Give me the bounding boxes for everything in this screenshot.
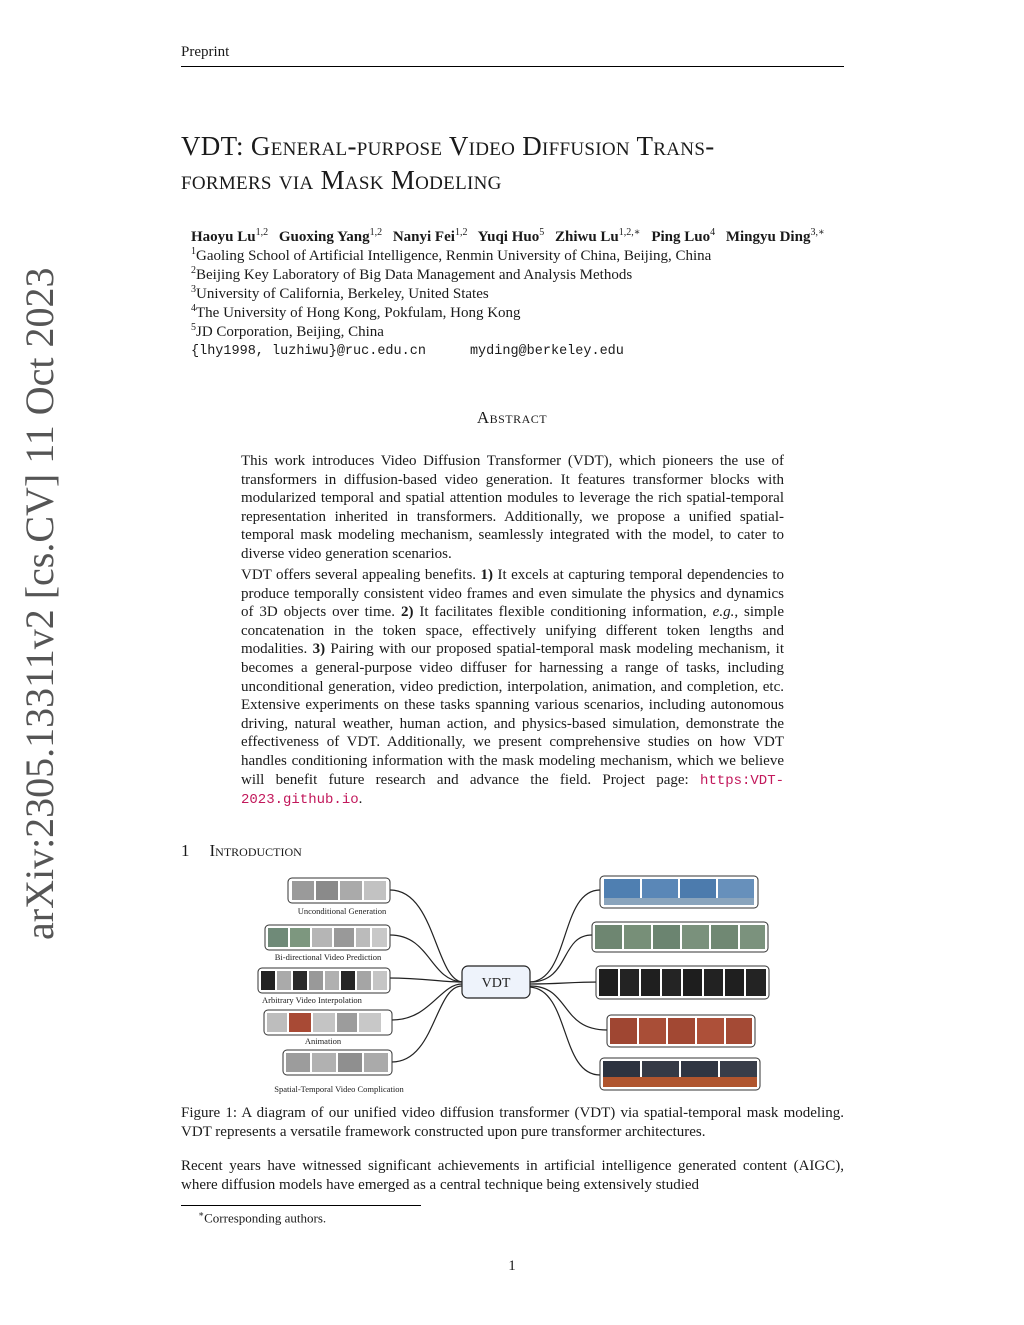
affiliation: $^1$Gaoling School of Artificial Intelligence, Renmin University of China, Beijing, China	[191, 246, 712, 264]
author: Zhiwu $Lu^{1,2,∗}$	[554, 227, 641, 245]
intro-paragraph: Recent years have witnessed significant achievements in artificial intelligence generated content (AIGC), where diffusion models have emerged as a central technique being extensively studied	[181, 1158, 844, 1193]
author: Yuqi Huo$^5$	[477, 227, 545, 245]
email-1[interactable]: {lhy1998, luzhiwu}@ruc.edu.cn	[191, 344, 426, 359]
page-number: 1	[508, 1258, 516, 1274]
affiliation: $^5$JD Corporation, Beijing, China	[191, 322, 384, 340]
author: Ping Luo$^4$	[651, 227, 716, 245]
author: Mingyu Ding$^{3,∗}$	[725, 227, 825, 245]
affiliation: $^4$The University of Hong Kong, Pokfulam, Hong Kong	[191, 303, 521, 321]
paper-title	[181, 129, 861, 197]
author-emails	[191, 344, 624, 359]
task-interpolation	[258, 968, 390, 1005]
author-list	[191, 227, 911, 246]
task-label: Animation	[304, 1036, 342, 1046]
footnote-rule	[181, 1205, 421, 1206]
abstract-paragraph-2: VDT offers several appealing benefits. 1) It excels at capturing temporal dependencies to produce temporally consistent video frames and even simulate the physics and dynamics of 3D objects over time. 2) It facilitates flexible conditioning information, e.g., simple concatenation in the token space, effectively unifying different token lengths and modalities. 3) Pairing with our proposed spatial-temporal mask modeling mechanism, it becomes a general-purpose video diffuser for harnessing a range of tasks, including unconditional generation, video prediction, interpolation, animation, and completion, etc. Extensive experiments on these tasks spanning various scenarios, including autonomous driving, natural weather, human action, and physics-based simulation, demonstrate the effectiveness of VDT. Additionally, we present comprehensive studies on how VDT handles conditioning information with the mask modeling mechanism, which we believe will benefit future research and advance the field. Project page: https:VDT-2023.github.io.	[241, 567, 785, 809]
header-rule	[181, 66, 844, 67]
project-page-link[interactable]: https:VDT-2023.github.io	[241, 772, 784, 809]
task-unconditional-generation	[288, 878, 390, 916]
task-label: Arbitrary Video Interpolation	[262, 995, 362, 1005]
task-label: Spatial-Temporal Video Complication	[274, 1084, 404, 1094]
arxiv-identifier: arXiv:2305.13311v2 [cs.CV] 11 Oct 2023	[17, 267, 62, 940]
title-part-3: formers via Mask Modeling	[181, 165, 502, 195]
title-part-1: VDT:	[181, 131, 251, 161]
figure-caption: Figure 1: A diagram of our unified video diffusion transformer (VDT) via spatial-temporal mask modeling. VDT represents a versatile framework constructed upon pure transformer architectures.	[181, 1105, 844, 1140]
figure-svg	[250, 870, 770, 1095]
running-header: Preprint	[181, 44, 230, 60]
section-heading: 1 Introduction	[181, 841, 302, 860]
abstract-heading: Abstract	[476, 408, 548, 427]
output-prediction	[592, 922, 768, 952]
output-interpolation	[596, 966, 769, 999]
task-label: Bi-directional Video Prediction	[274, 952, 382, 962]
output-unconditional	[600, 876, 758, 908]
vdt-label: VDT	[481, 976, 511, 991]
abstract-paragraph-1: This work introduces Video Diffusion Transformer (VDT), which pioneers the use of transformers in diffusion-based video generation. It features transformer blocks with modularized temporal and spatial attention modules to leverage the rich spatial-temporal representation inherited in transformers. Additionally, we propose a unified spatial-temporal mask modeling mechanism, seamlessly integrated with the model, to cater to diverse video generation scenarios.	[241, 453, 784, 562]
task-bidirectional-prediction	[265, 925, 390, 962]
task-animation	[264, 1010, 392, 1046]
affiliation: $^2$Beijing Key Laboratory of Big Data Management and Analysis Methods	[191, 265, 633, 283]
author: Guoxing Yang$^{1,2}$	[278, 227, 383, 245]
email-2[interactable]: myding@berkeley.edu	[469, 344, 624, 359]
figure-1-diagram	[250, 870, 770, 1095]
task-completion	[274, 1050, 404, 1094]
author: Nanyi Fei$^{1,2}$	[392, 227, 468, 245]
affiliation: $^3$University of California, Berkeley, United States	[191, 284, 489, 302]
footnote: ∗Corresponding authors.	[198, 1209, 327, 1226]
author: Haoyu Lu$^{1,2}$	[191, 227, 269, 245]
output-animation	[607, 1015, 755, 1047]
task-label: Unconditional Generation	[297, 906, 387, 916]
title-part-2: General-purpose Video Diffusion Trans-	[250, 131, 715, 161]
output-completion	[600, 1058, 760, 1090]
